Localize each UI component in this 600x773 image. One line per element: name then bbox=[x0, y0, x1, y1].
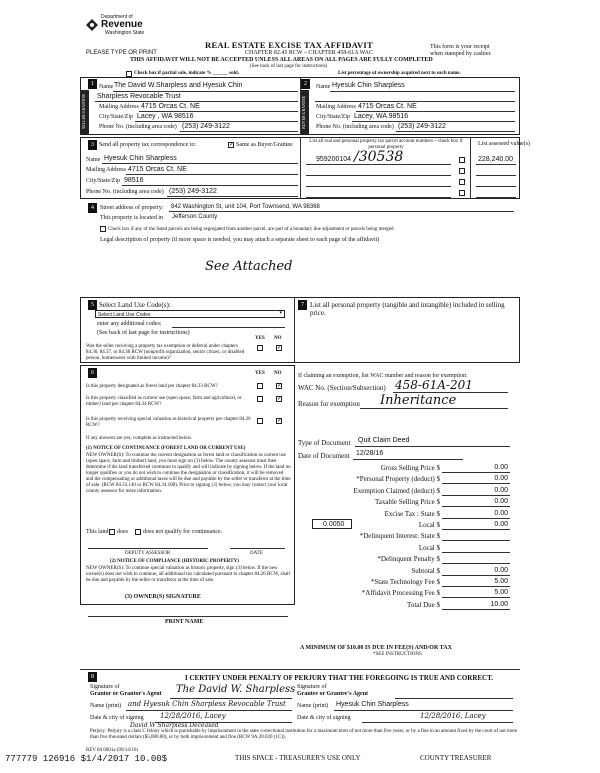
street-address-label: Street address of property: bbox=[100, 205, 164, 211]
current-use-question: Is this property classified as current use (open space, farm and agricultural, or timber) land per chapter 84.34 RCW? bbox=[86, 396, 242, 407]
local-rate-box[interactable] bbox=[312, 519, 352, 529]
rev-number: REV 84 0001a (09/14/16) bbox=[86, 748, 138, 753]
notice-1-title: (1) NOTICE OF CONTINUANCE (FOREST LAND OR CURRENT USE) bbox=[86, 446, 246, 451]
chevron-down-icon: ▾ bbox=[279, 311, 282, 316]
form-see-back: (See back of last page for instructions) bbox=[250, 64, 328, 69]
owner-signature-label: (3) OWNER(S) SIGNATURE bbox=[125, 594, 201, 600]
buyer-name-label: Name bbox=[316, 84, 331, 90]
sig-grantee-label: Signature of bbox=[297, 684, 327, 690]
seller-name-label: Name bbox=[99, 84, 114, 90]
sig-grantee-label-2: Grantee or Grantee's Agent bbox=[297, 691, 369, 697]
seller-city[interactable]: Lacey , WA 98516 bbox=[137, 113, 194, 120]
exemption-yes-checkbox[interactable] bbox=[257, 345, 263, 351]
date-city-grantee-label: Date & city of signing bbox=[297, 715, 351, 721]
tax-row-line bbox=[442, 540, 510, 541]
form-title: REAL ESTATE EXCISE TAX AFFIDAVIT bbox=[205, 40, 373, 50]
buyer-mailing-label: Mailing Address bbox=[316, 104, 356, 110]
same-as-buyer-check-mark: ✓ bbox=[229, 142, 235, 148]
doc-type[interactable]: Quit Claim Deed bbox=[358, 437, 410, 444]
name-print-grantor-label: Name (print) bbox=[90, 703, 122, 709]
land-use-select[interactable] bbox=[95, 310, 285, 318]
seller-phone-label: Phone No. (including area code) bbox=[99, 124, 177, 130]
partial-sale-label: Check box if partial sale, indicate % ______ sold. bbox=[134, 71, 240, 76]
deceased-note: David W Sharpless Deceased bbox=[130, 722, 219, 729]
name-print-grantee[interactable]: Hyesuk Chin Sharpless bbox=[336, 701, 409, 708]
tax-row-label: Local $ bbox=[418, 544, 440, 552]
county[interactable]: Jefferson County bbox=[172, 214, 218, 220]
notice-1-body: NEW OWNER(S): To continue the current designation as forest land or classification as current use (open space, farm and timber) land, you must sign on (3) below. The county assessor must then determine if the land transferred continues to qualify and will indicate by signing below. If the land no longer qualifies or you do not wish to continue the designation or classification, it will be removed and the compensating or additional taxes will be due and payable by the seller or transferor at the time of sale. (RCW 84.33.140 or RCW 84.34.108). Prior to signing (3) below, you may contact your local county assessor for more information. bbox=[86, 453, 291, 494]
historic-yes-checkbox[interactable] bbox=[257, 418, 263, 424]
personal-property-checkbox-3[interactable] bbox=[459, 179, 465, 185]
corr-mailing-label: Mailing Address bbox=[86, 167, 126, 173]
section-7-marker: 7 bbox=[298, 300, 307, 310]
buyer-phone[interactable]: (253) 249-3122 bbox=[398, 123, 446, 130]
assessed-header: List assessed value(s) bbox=[478, 141, 530, 147]
doc-type-label: Type of Document bbox=[298, 439, 351, 447]
doc-date-label: Date of Document bbox=[298, 452, 350, 460]
tax-row-label: *Delinquent Interest: State $ bbox=[359, 532, 440, 540]
tax-row-line bbox=[442, 575, 510, 576]
corr-name[interactable]: Hyesuk Chin Sharpless bbox=[104, 155, 177, 162]
segregated-checkbox[interactable] bbox=[100, 226, 106, 232]
buyer-city-label: City/State/Zip bbox=[316, 114, 350, 120]
notice-2-title: (2) NOTICE OF COMPLIANCE (HISTORIC PROPERTY) bbox=[110, 559, 239, 564]
date-city-grantor-label: Date & city of signing bbox=[90, 715, 144, 721]
receipt-note-2: when stamped by cashier. bbox=[430, 51, 492, 57]
no-header-6: NO bbox=[274, 371, 282, 376]
date-city-grantor[interactable]: 12/28/2016, Lacey bbox=[160, 712, 226, 720]
buyer-name[interactable]: Hyesuk Chin Sharpless bbox=[332, 82, 405, 89]
no-header-5: NO bbox=[274, 336, 282, 341]
tax-row-line bbox=[442, 506, 510, 507]
logo-revenue: Revenue bbox=[101, 19, 143, 30]
corr-city-label: City/State/Zip bbox=[86, 178, 120, 184]
yes-header-6: YES bbox=[255, 371, 265, 376]
tax-row-value[interactable]: 0.00 bbox=[494, 475, 508, 482]
current-use-no-checkbox[interactable]: ✓ bbox=[277, 396, 283, 402]
does-not-checkbox[interactable] bbox=[135, 529, 141, 535]
treasurer-stamp: 777779 126916 $1/4/2017 10.00$ bbox=[5, 754, 168, 764]
land-use-title: Select Land Use Code(s): bbox=[99, 301, 171, 309]
date-city-grantee[interactable]: 12/28/2016, Lacey bbox=[420, 712, 486, 720]
logo-state: Washington State bbox=[105, 30, 145, 36]
sig-grantor-label-2: Grantor or Grantor's Agent bbox=[90, 691, 162, 697]
corr-city[interactable]: 98516 bbox=[124, 177, 144, 184]
seller-mailing[interactable]: 4715 Orcas Ct. NE bbox=[141, 103, 200, 110]
minimum-note: A MINIMUM OF $10.00 IS DUE IN FEE(S) AND/OR TAX bbox=[300, 645, 452, 651]
wac-label: WAC No. (Section/Subsection) bbox=[298, 384, 386, 392]
tax-row-value[interactable]: 5.00 bbox=[494, 578, 508, 585]
tax-row-line bbox=[442, 529, 510, 530]
tax-row-label: *Delinquent Penalty $ bbox=[377, 555, 440, 563]
seller-name-2[interactable]: Sharpless Revocable Trust bbox=[97, 93, 181, 100]
seller-mailing-label: Mailing Address bbox=[99, 104, 139, 110]
dor-logo bbox=[85, 14, 145, 44]
current-use-yes-checkbox[interactable] bbox=[257, 396, 263, 402]
tax-row-value[interactable]: 5.00 bbox=[494, 589, 508, 596]
section-3-marker: 3 bbox=[88, 140, 97, 150]
local-rate: 0.0050 bbox=[323, 521, 345, 528]
type-or-print: PLEASE TYPE OR PRINT bbox=[86, 50, 157, 56]
tax-row-value[interactable]: 0.00 bbox=[494, 521, 508, 528]
personal-property-checkbox-2[interactable] bbox=[459, 168, 465, 174]
tax-row-value[interactable]: 0.00 bbox=[494, 464, 508, 471]
sig-grantor[interactable]: The David W. Sharpless bbox=[176, 684, 296, 695]
seller-side-label: SELLER GRANTOR bbox=[81, 90, 89, 134]
tax-row-label: Excise Tax : State $ bbox=[384, 510, 440, 518]
deputy-date-label: DATE bbox=[250, 551, 263, 556]
tax-corr-label: Send all property tax correspondence to: bbox=[99, 142, 197, 148]
does-not-label: does not qualify for continuance. bbox=[143, 529, 223, 535]
buyer-side-label: BUYER GRANTEE bbox=[301, 90, 309, 134]
form-chapter: CHAPTER 82.45 RCW – CHAPTER 458-61A WAC bbox=[245, 50, 373, 56]
parcel-number[interactable]: 959200104 bbox=[316, 156, 352, 163]
section-2-marker: 2 bbox=[301, 79, 310, 89]
personal-property-note: List all personal property (tangible and intangible) included in selling price. bbox=[310, 301, 505, 317]
treasurer-only-label: THIS SPACE - TREASURER'S USE ONLY bbox=[235, 754, 361, 762]
tax-row-line bbox=[442, 609, 510, 610]
historic-no-checkbox[interactable]: ✓ bbox=[277, 418, 283, 424]
buyer-city[interactable]: Lacey, WA 98516 bbox=[354, 113, 409, 120]
tax-row-value[interactable]: 10.00 bbox=[490, 601, 508, 608]
segregated-note: Check box if any of the listed parcels are being segregated from another parcel, are part of a boundary line adjustment or parcels being merged bbox=[108, 227, 394, 232]
buyer-mailing[interactable]: 4715 Orcas Ct. NE bbox=[358, 103, 417, 110]
seller-name[interactable]: The David W.Sharpless and Hyesuk Chin bbox=[114, 82, 243, 89]
tax-row-label: *Personal Property (deduct) $ bbox=[356, 475, 440, 483]
tax-row-label: Subtotal $ bbox=[411, 567, 440, 575]
legal-handwritten: See Attached bbox=[205, 259, 293, 274]
forest-question: Is this property designated as forest land per chapter 84.33 RCW? bbox=[86, 384, 218, 389]
forest-no-checkbox[interactable]: ✓ bbox=[277, 383, 283, 389]
tax-row-label: Total Due $ bbox=[407, 601, 440, 609]
tax-row-line bbox=[442, 552, 510, 553]
located-label: This property is located in bbox=[100, 215, 163, 221]
assessed-value[interactable]: 228,240.00 bbox=[478, 156, 514, 163]
see-instructions: *SEE INSTRUCTIONS bbox=[373, 652, 422, 657]
land-does-label: This land bbox=[86, 529, 109, 535]
section-6-marker: 6 bbox=[88, 368, 97, 378]
same-as-buyer-checkbox[interactable] bbox=[228, 142, 234, 148]
doc-date[interactable]: 12/28/16 bbox=[356, 450, 384, 457]
tax-row-line bbox=[442, 472, 510, 473]
personal-property-checkbox-4[interactable] bbox=[459, 190, 465, 196]
seller-phone[interactable]: (253) 249-3122 bbox=[182, 123, 230, 130]
same-as-buyer-label: Same as Buyer/Grantee bbox=[236, 142, 293, 148]
sig-grantor-label: Signature of bbox=[90, 684, 120, 690]
ownership-note: List percentage of ownership acquired next to each name. bbox=[338, 71, 461, 76]
does-label: does bbox=[117, 529, 128, 535]
parcel-handwritten: /30538 bbox=[354, 149, 404, 165]
legal-desc-label: Legal description of property (if more space is needed, you may attach a separate sheet to each page of the affidavit) bbox=[100, 237, 380, 243]
tax-row-line bbox=[442, 495, 510, 496]
tax-row-label: Local $ bbox=[418, 521, 440, 529]
logo-emblem-icon bbox=[85, 18, 99, 32]
tax-row-label: *State Technology Fee $ bbox=[370, 578, 440, 586]
land-use-select-value: Select Land Use Codes bbox=[98, 312, 151, 318]
forest-yes-checkbox[interactable] bbox=[257, 383, 263, 389]
receipt-note-1: This form is your receipt bbox=[430, 44, 490, 50]
corr-name-label: Name bbox=[86, 157, 101, 163]
reason-value[interactable]: Inheritance bbox=[380, 393, 457, 408]
name-print-grantee-label: Name (print) bbox=[297, 703, 329, 709]
tax-row-line bbox=[442, 563, 510, 564]
historic-question: Is this property receiving special valuation as historical property per chapter 84.26 RCW? bbox=[86, 417, 251, 428]
yes-header-5: YES bbox=[255, 336, 265, 341]
tax-row-value[interactable]: 0.00 bbox=[494, 487, 508, 494]
tax-row-label: *Affidavit Processing Fee $ bbox=[361, 589, 440, 597]
certify-statement: I CERTIFY UNDER PENALTY OF PERJURY THAT THE FOREGOING IS TRUE AND CORRECT. bbox=[185, 674, 494, 682]
logo-dept: Department of bbox=[101, 14, 133, 20]
tax-row-line bbox=[442, 597, 510, 598]
street-address[interactable]: 842 Washington St, unit 104, Port Townsend, WA 98368 bbox=[171, 204, 320, 210]
exemption-question: Was the seller receiving a property tax exemption or deferral under chapters 84.36, 84.37, or 84.38 RCW (nonprofit organization, senior citizen, or disabled person, homeowner with limited income)? bbox=[86, 344, 245, 361]
notice-2-body: NEW OWNER(S): To continue special valuation as historic property, sign (3) below. If the new owner(s) does not wish to continue, all additional tax calculated pursuant to chapter 84.26 RCW, shall be due and payable by the seller or transferor at the time of sale. bbox=[86, 566, 290, 583]
corr-mailing[interactable]: 4715 Orcas Ct. NE bbox=[128, 166, 187, 173]
tax-row-value[interactable]: 0.00 bbox=[494, 498, 508, 505]
name-print-grantor[interactable]: and Hyesuk Chin Sharpless Revocable Trust bbox=[128, 700, 286, 708]
corr-phone-label: Phone No. (including area code) bbox=[86, 189, 164, 195]
personal-property-checkbox-1[interactable] bbox=[459, 157, 465, 163]
section-8-marker: 8 bbox=[88, 672, 97, 682]
tax-row-label: Gross Selling Price $ bbox=[380, 464, 440, 472]
tax-row-value[interactable]: 0.00 bbox=[494, 510, 508, 517]
section-1-marker: 1 bbox=[88, 79, 97, 89]
tax-row-label: Taxable Selling Price $ bbox=[374, 498, 440, 506]
buyer-phone-label: Phone No. (including area code) bbox=[316, 124, 394, 130]
tax-row-line bbox=[442, 586, 510, 587]
section-5-marker: 5 bbox=[88, 300, 97, 310]
tax-row-value[interactable]: 0.00 bbox=[494, 567, 508, 574]
section-4-marker: 4 bbox=[88, 203, 97, 213]
county-treasurer-label: COUNTY TREASURER bbox=[420, 754, 492, 762]
reason-label: Reason for exemption bbox=[298, 400, 360, 408]
answers-note: If any answers are yes, complete as instructed below. bbox=[86, 436, 193, 441]
form-warning: THIS AFFIDAVIT WILL NOT BE ACCEPTED UNLESS ALL AREAS ON ALL PAGES ARE FULLY COMPLETED bbox=[130, 57, 433, 63]
tax-row-label: Exemption Claimed (deduct) $ bbox=[353, 487, 440, 495]
perjury-note: Perjury: Perjury is a class C felony which is punishable by imprisonment in the state correctional institution for a maximum term of not more than five years, or by a fine in an amount fixed by the court of not more than five thousand dollars ($5,000.00), or by both imprisonment and fine (RCW 9A.20.020 (1C)). bbox=[90, 729, 518, 740]
exemption-claim-note: If claiming an exemption, list WAC number and reason for exemption: bbox=[298, 373, 468, 379]
tax-row-line bbox=[442, 483, 510, 484]
wac-number[interactable]: 458-61A-201 bbox=[395, 378, 473, 392]
corr-phone[interactable]: (253) 249-3122 bbox=[169, 188, 217, 195]
seller-city-label: City/State/Zip bbox=[99, 114, 133, 120]
print-name-label: PRINT NAME bbox=[165, 619, 204, 625]
land-use-see-back: (See back of last page for instructions) bbox=[97, 330, 190, 336]
exemption-no-checkbox[interactable]: ✓ bbox=[277, 345, 283, 351]
tax-row-line bbox=[442, 518, 510, 519]
additional-codes-label: enter any additional codes: bbox=[97, 321, 162, 327]
parcel-header: List all real and personal property tax parcel account numbers – check box if personal property bbox=[309, 139, 463, 150]
deputy-assessor-label: DEPUTY ASSESSOR bbox=[125, 551, 171, 556]
does-checkbox[interactable] bbox=[109, 529, 115, 535]
